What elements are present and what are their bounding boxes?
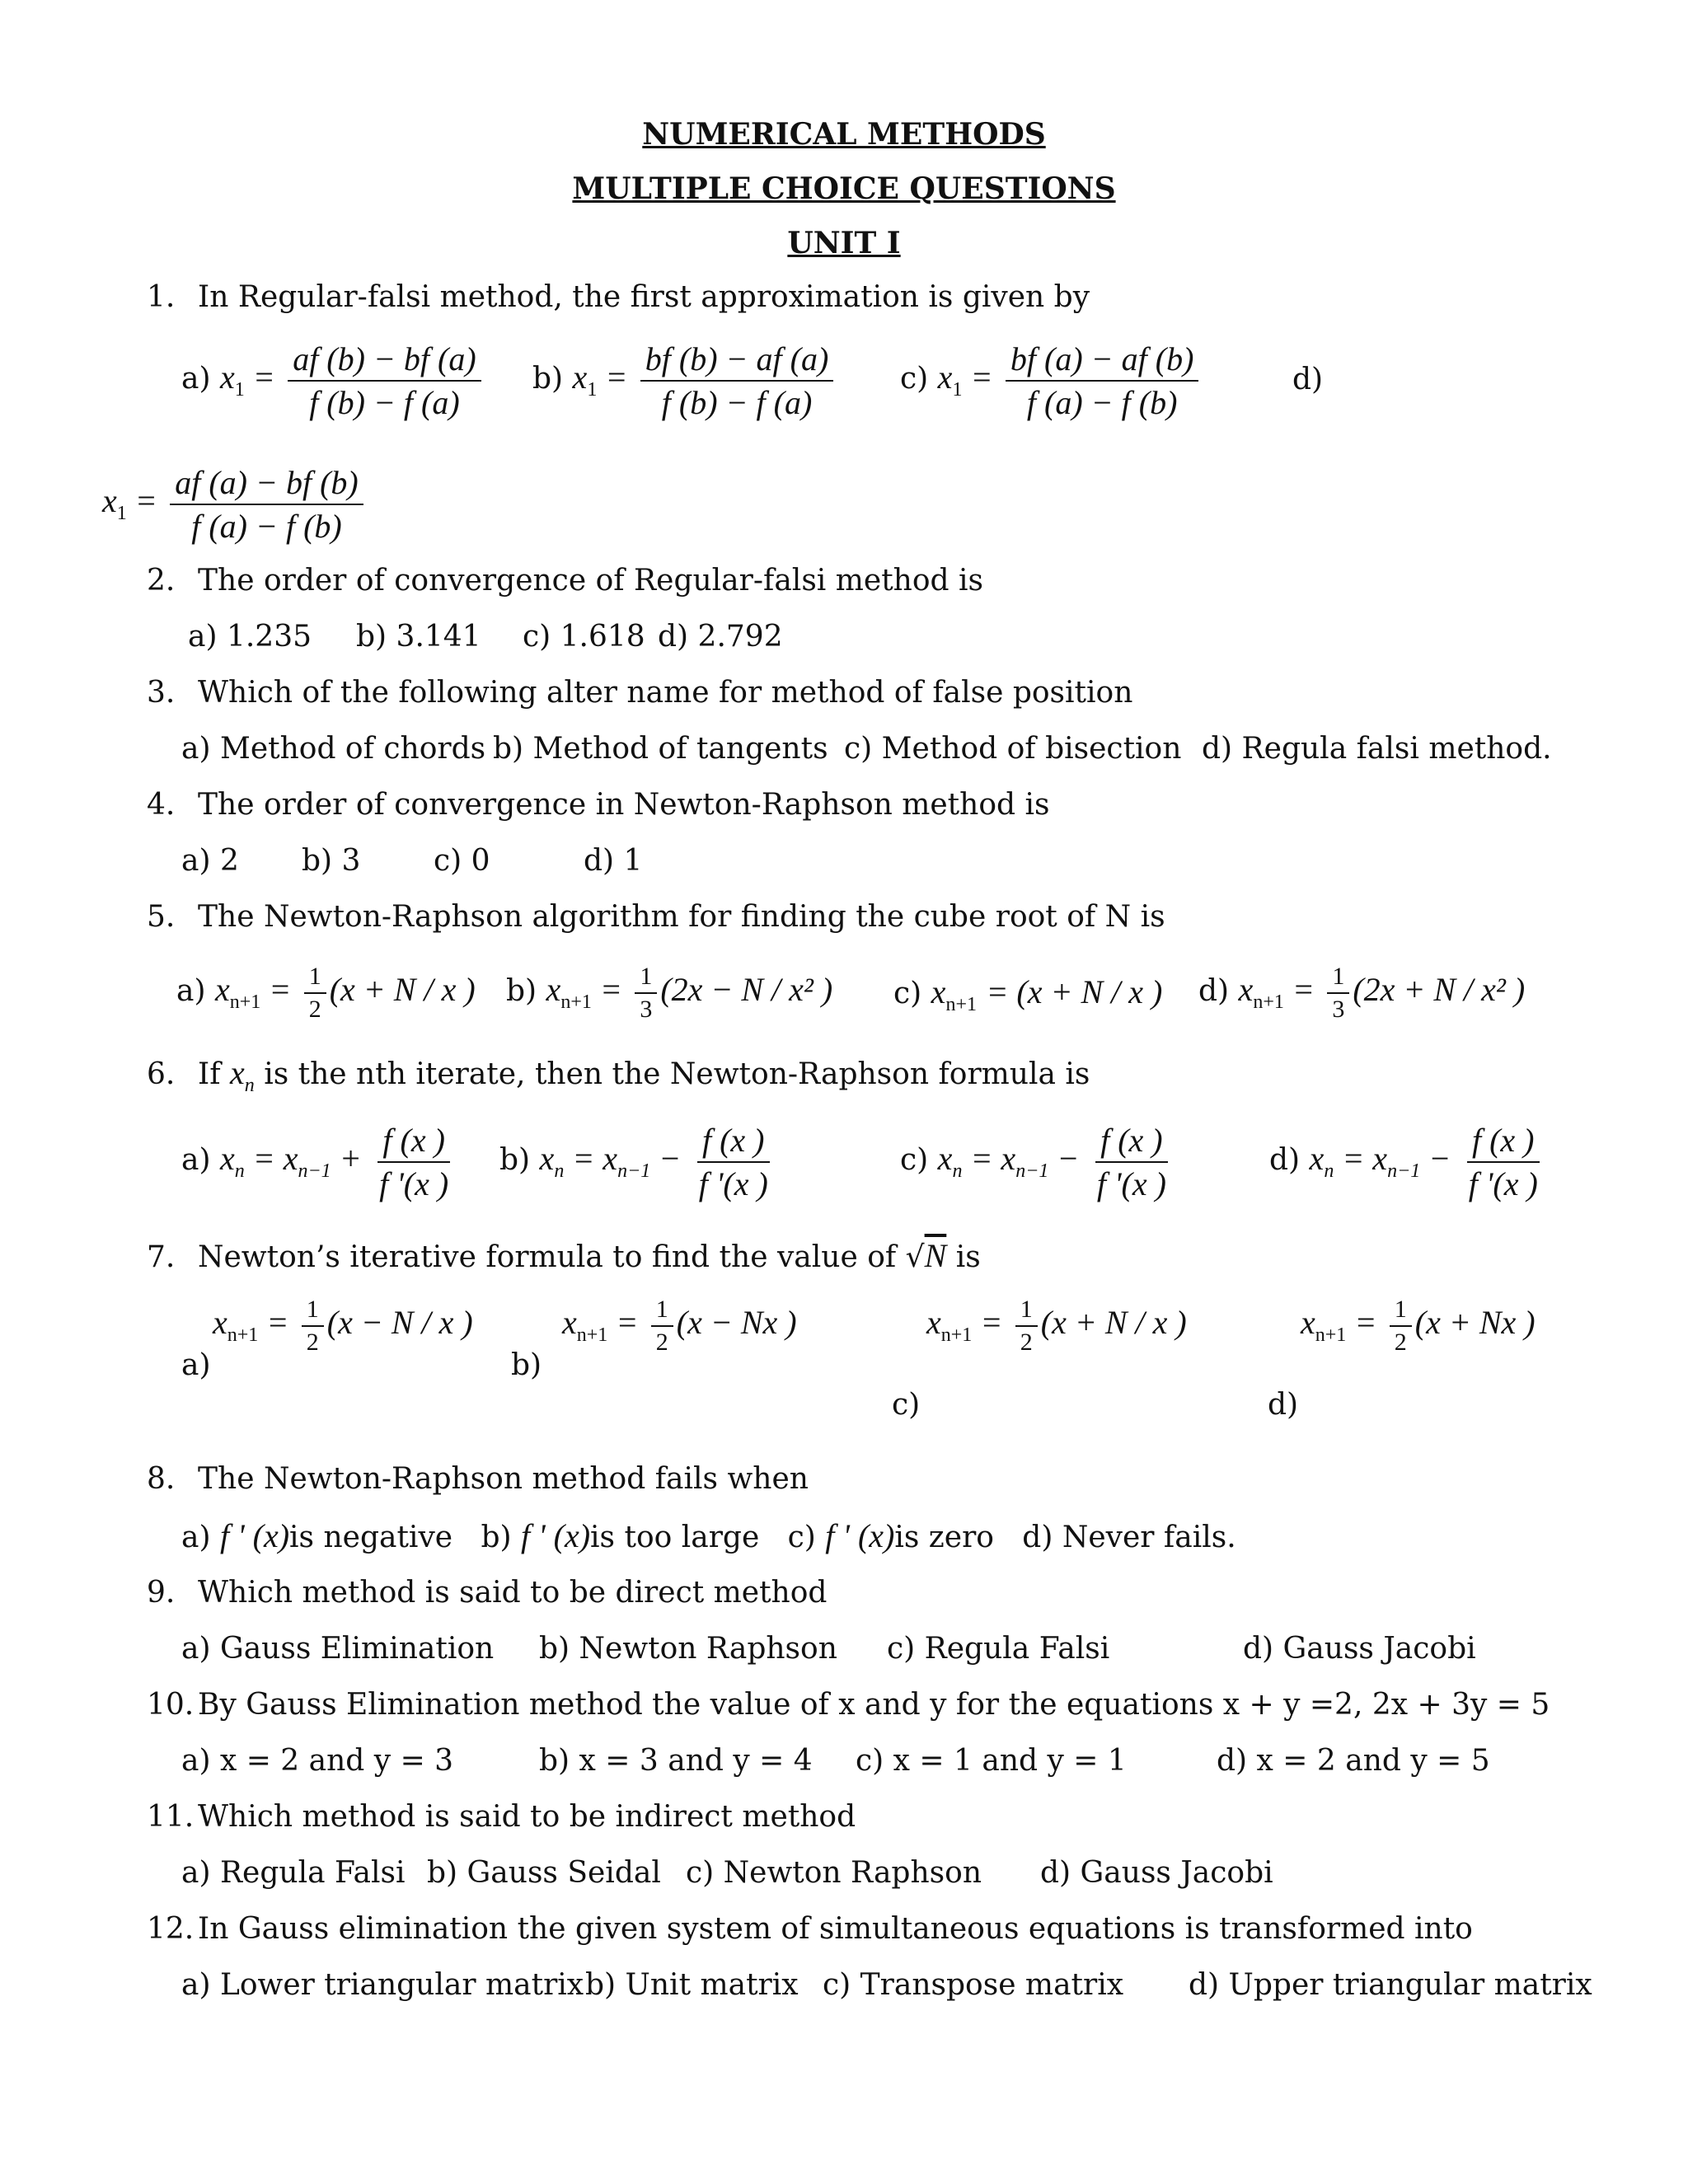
q2-option-a: a) 1.235 <box>188 620 312 654</box>
q12-option-b: b) Unit matrix <box>585 1968 799 2002</box>
fraction: $\frac{bf (a) - af (b)}{f (a) - f (b)}$ <box>1006 340 1199 422</box>
q9-option-b: b) Newton Raphson <box>539 1632 837 1666</box>
q10-option-d: d) x = 2 and y = 5 <box>1217 1744 1490 1778</box>
q3-option-b: b) Method of tangents <box>493 732 828 766</box>
q6-option-b: b) $x_n = x_{n-1}$ − $\frac{f (x )}{f '(x )}$ <box>499 1121 776 1203</box>
q5-option-b: b) $x_{n+1}$ = $\frac{1}{3}$ (2x − N / x² ) <box>506 963 833 1023</box>
question-10 <box>147 1688 1550 1722</box>
q5-option-a: a) $x_{n+1}$ = $\frac{1}{2}$ (x + N / x ) <box>176 963 476 1023</box>
question-number: 11. <box>147 1800 195 1834</box>
document-title: NUMERICAL METHODS <box>642 117 1046 152</box>
q1-option-a <box>181 340 485 422</box>
question-number: 8. <box>147 1462 176 1496</box>
question-number: 1. <box>147 280 176 314</box>
q3-option-a: a) Method of chords <box>181 732 486 766</box>
q7-option-a-label: a) <box>181 1348 211 1382</box>
q4-option-d: d) 1 <box>584 844 643 878</box>
option-label: a) <box>181 362 211 396</box>
q9-option-d: d) Gauss Jacobi <box>1243 1632 1476 1666</box>
option-lhs: $x_1$ = <box>937 359 993 401</box>
fraction: $\frac{f (x )}{f '(x )}$ <box>698 1122 768 1202</box>
question-2 <box>147 564 983 598</box>
question-text: Which method is said to be direct method <box>198 1576 828 1610</box>
fraction: $\frac{af (b) - bf (a)}{f (b) - f (a)}$ <box>288 340 481 422</box>
question-number: 2. <box>147 564 176 598</box>
q6-option-a: a) $x_n = x_{n-1}$ + $\frac{f (x )}{f '(x )}$ <box>181 1121 457 1203</box>
question-number: 4. <box>147 788 176 822</box>
q11-option-d: d) Gauss Jacobi <box>1040 1856 1273 1890</box>
q10-option-a: a) x = 2 and y = 3 <box>181 1744 454 1778</box>
question-5 <box>147 900 1165 934</box>
q11-option-b: b) Gauss Seidal <box>427 1856 661 1890</box>
question-text: In Gauss elimination the given system of simultaneous equations is transformed into <box>198 1912 1473 1946</box>
fraction: $\frac{1}{2}$ <box>651 1296 673 1357</box>
fraction: $\frac{f (x )}{f '(x )}$ <box>1096 1122 1166 1202</box>
question-11 <box>147 1800 856 1834</box>
question-text: The Newton-Raphson method fails when <box>198 1462 809 1496</box>
q1-option-c <box>900 340 1202 422</box>
q11-option-c: c) Newton Raphson <box>686 1856 982 1890</box>
q12-option-d: d) Upper triangular matrix <box>1189 1968 1592 2002</box>
question-number: 12. <box>147 1912 195 1946</box>
fraction: $\frac{bf (b) - af (a)}{f (b) - f (a)}$ <box>640 340 834 422</box>
math-variable: $x_n$ <box>230 1054 255 1096</box>
q9-option-a: a) Gauss Elimination <box>181 1632 495 1666</box>
question-number: 10. <box>147 1688 195 1722</box>
q7-option-b-label: b) <box>511 1348 542 1382</box>
q7-option-c-expr: $x_{n+1}$ = $\frac{1}{2}$ (x + N / x ) <box>926 1296 1187 1356</box>
fraction: $\frac{1}{2}$ <box>302 1296 324 1357</box>
q7-option-d-expr: $x_{n+1}$ = $\frac{1}{2}$ (x + Nx ) <box>1301 1296 1536 1356</box>
question-1 <box>147 280 1090 314</box>
question-6: 6. If $x_n$ is the nth iterate, then the Newton-Raphson formula is <box>147 1054 1090 1096</box>
q5-option-c: c) $x_{n+1} = (x + N / x$ ) <box>893 973 1163 1015</box>
q6-option-d: d) $x_n = x_{n-1}$ − $\frac{f (x )}{f '(x )}$ <box>1269 1121 1546 1203</box>
q7-option-b-expr: $x_{n+1}$ = $\frac{1}{2}$ (x − Nx ) <box>562 1296 797 1356</box>
option-lhs: $x_1$ = <box>572 359 628 401</box>
q11-option-a: a) Regula Falsi <box>181 1856 406 1890</box>
q4-option-b: b) 3 <box>302 844 361 878</box>
document-subtitle: MULTIPLE CHOICE QUESTIONS <box>572 171 1116 206</box>
question-number: 6. <box>147 1057 176 1091</box>
fraction: $\frac{1}{3}$ <box>635 963 657 1024</box>
fraction: $\frac{1}{2}$ <box>1015 1296 1038 1357</box>
q7-option-a-expr: $x_{n+1}$ = $\frac{1}{2}$ (x − N / x ) <box>213 1296 473 1356</box>
question-text: Which of the following alter name for method of false position <box>198 676 1133 710</box>
q1-option-b <box>532 340 837 422</box>
question-8 <box>147 1462 809 1496</box>
q2-option-b: b) 3.141 <box>356 620 481 654</box>
q7-option-c-label: c) <box>892 1388 921 1422</box>
option-lhs: $x_1$ = <box>219 359 275 401</box>
fraction: $\frac{af (a) - bf (b)}{f (a) - f (b)}$ <box>170 463 363 546</box>
option-lhs: $x_1$ = <box>102 482 157 524</box>
square-root-icon: √N <box>905 1237 947 1274</box>
question-number: 7. <box>147 1240 176 1274</box>
fraction: $\frac{1}{2}$ <box>1390 1296 1412 1357</box>
question-7: 7. Newton’s iterative formula to find the value of √N is <box>147 1237 981 1274</box>
q2-option-c: c) 1.618 <box>523 620 645 654</box>
question-text: Which method is said to be indirect method <box>198 1800 856 1834</box>
unit-heading: UNIT I <box>787 226 901 260</box>
q3-option-d: d) Regula falsi method. <box>1202 732 1552 766</box>
question-text: is the nth iterate, then the Newton-Raphson formula is <box>264 1057 1090 1091</box>
q7-option-d-label: d) <box>1268 1388 1299 1422</box>
q5-option-d: d) $x_{n+1}$ = $\frac{1}{3}$ (2x + N / x² ) <box>1198 963 1526 1023</box>
q10-option-b: b) x = 3 and y = 4 <box>539 1744 813 1778</box>
question-text: In Regular-falsi method, the first approximation is given by <box>198 280 1090 314</box>
q1-option-d <box>102 463 367 546</box>
question-text: The order of convergence of Regular-falsi method is <box>198 564 983 598</box>
q4-option-a: a) 2 <box>181 844 239 878</box>
q1-option-d-label: d) <box>1292 363 1324 396</box>
q3-option-c: c) Method of bisection <box>844 732 1182 766</box>
question-number: 9. <box>147 1576 176 1610</box>
question-text: Newton’s iterative formula to find the value of <box>198 1240 897 1274</box>
q12-option-c: c) Transpose matrix <box>823 1968 1124 2002</box>
question-12 <box>147 1912 1473 1946</box>
fraction: $\frac{1}{2}$ <box>304 963 326 1024</box>
question-number: 5. <box>147 900 176 934</box>
q4-option-c: c) 0 <box>434 844 490 878</box>
option-label: b) <box>532 362 564 396</box>
question-number: 3. <box>147 676 176 710</box>
question-text: The order of convergence in Newton-Raphson method is <box>198 788 1050 822</box>
question-4 <box>147 788 1050 822</box>
question-text: By Gauss Elimination method the value of x and y for the equations x + y =2, 2x + 3y = 5 <box>198 1688 1550 1722</box>
option-label: c) <box>900 362 929 396</box>
question-9 <box>147 1576 827 1610</box>
q2-option-d: d) 2.792 <box>658 620 783 654</box>
q9-option-c: c) Regula Falsi <box>887 1632 1110 1666</box>
fraction: $\frac{f (x )}{f '(x )}$ <box>379 1122 449 1202</box>
question-text: The Newton-Raphson algorithm for finding the cube root of N is <box>198 900 1165 934</box>
fraction: $\frac{f (x )}{f '(x )}$ <box>1468 1122 1538 1202</box>
question-3 <box>147 676 1132 710</box>
q8-options: a) f ' (x)is negative b) f ' (x)is too large c) f ' (x)is zero d) Never fails. <box>181 1517 1236 1554</box>
q10-option-c: c) x = 1 and y = 1 <box>856 1744 1127 1778</box>
q12-option-a: a) Lower triangular matrix <box>181 1968 584 2002</box>
q6-option-c: c) $x_n = x_{n-1}$ − $\frac{f (x )}{f '(x )}$ <box>900 1121 1175 1203</box>
fraction: $\frac{1}{3}$ <box>1327 963 1349 1024</box>
